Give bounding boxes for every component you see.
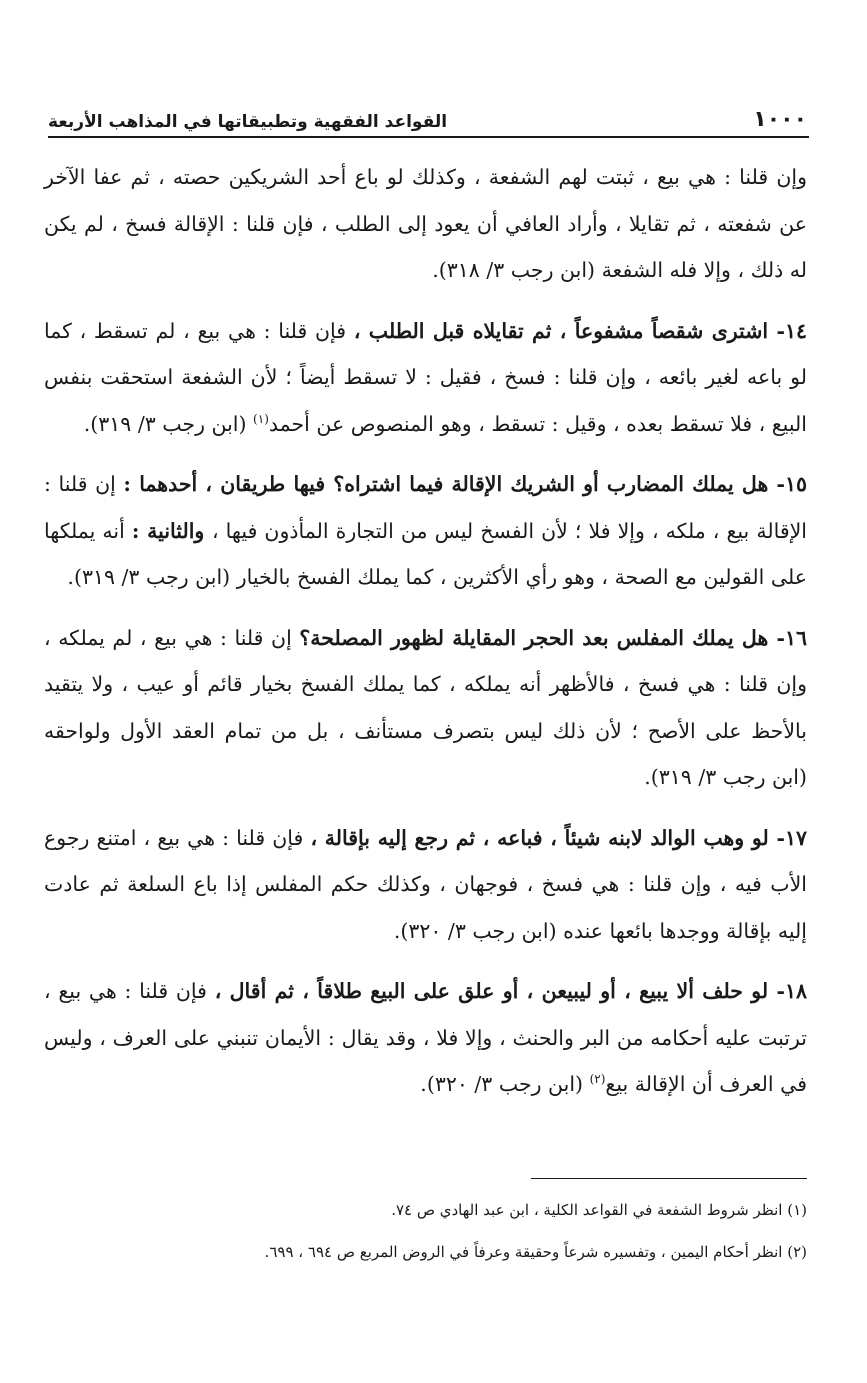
footnote <box>44 1192 807 1228</box>
running-head <box>48 100 807 132</box>
paragraph-text: فإن قلنا : هي بيع ، امتنع رجوع الأب فيه ، وإن قلنا : هي فسخ ، فوجهان ، وكذلك حكم المفلس إذا باع السلعة ثم عادت إليه بإقالة ووجدها بائعها عنده <box>44 825 807 943</box>
citation: (ابن رجب ٣/ ٣١٨). <box>432 258 596 282</box>
paragraph <box>44 308 807 448</box>
header-rule <box>48 136 809 138</box>
paragraph-heading: ١٦- هل يملك المفلس بعد الحجر المقايلة لظهور المصلحة؟ <box>299 625 807 650</box>
paragraph-heading: ١٤- اشترى شقصاً مشفوعاً ، ثم تقايلاه قبل الطلب ، <box>353 318 807 343</box>
paragraph-subheading: والثانية : <box>131 518 212 543</box>
citation: (ابن رجب ٣/ ٣١٩). <box>83 411 247 436</box>
paragraph-heading: ١٥- هل يملك المضارب أو الشريك الإقالة فيما اشتراه؟ فيها طريقان ، أحدهما : <box>123 472 807 496</box>
footnote-number: (٢) <box>787 1243 807 1261</box>
paragraph-heading: ١٨- لو حلف ألا يبيع ، أو ليبيعن ، أو علق على البيع طلاقاً ، ثم أقال ، <box>214 979 807 1003</box>
paragraph-text: إن قلنا : هي بيع ، لم يملكه ، وإن قلنا : هي فسخ ، فالأظهر أنه يملكه ، كما يملك الفسخ بخيار قائم أو عيب ، ولا يتقيد بالأحظ على الأصح ؛ لأن ذلك ليس بتصرف مستأنف ، بل من تمام العقد الأول ولواحقه <box>44 625 807 743</box>
citation: (ابن رجب ٣/ ٣١٩). <box>67 565 231 589</box>
footnote-marker: (٢) <box>589 1072 606 1087</box>
book-title: القواعد الفقهية وتطبيقاتها في المذاهب الأربعة <box>48 112 448 132</box>
citation: (ابن رجب ٣/ ٣١٩). <box>644 765 807 789</box>
footnote-separator <box>531 1178 807 1179</box>
paragraph-heading: ١٧- لو وهب الوالد لابنه شيئاً ، فباعه ، ثم رجع إليه بإقالة ، <box>310 825 808 850</box>
paragraph-text: فإن قلنا : هي بيع ، لم تسقط ، كما لو باعه لغير بائعه ، وإن قلنا : فسخ ، فقيل : لا تسقط أيضاً ؛ لأن الشفعة استحقت بنفس البيع ، فلا تسقط بعده ، وقيل : تسقط ، وهو المنصوص عن أحمد <box>44 318 807 436</box>
footnote-text: انظر أحكام اليمين ، وتفسيره شرعاً وحقيقة وعرفاً في الروض المربع ص ٦٩٤ ، ٦٩٩. <box>264 1243 783 1261</box>
footnote <box>44 1234 807 1270</box>
footnote-marker: (١) <box>253 411 269 426</box>
paragraph <box>44 815 807 955</box>
footnote-number: (١) <box>787 1201 807 1219</box>
citation: (ابن رجب ٣/ ٣٢٠). <box>393 918 557 943</box>
paragraph <box>44 461 807 601</box>
body-text <box>44 154 807 1122</box>
footnote-text: انظر شروط الشفعة في القواعد الكلية ، ابن عبد الهادي ص ٧٤. <box>391 1201 783 1219</box>
paragraph-text: إن قلنا : الإقالة بيع ، ملكه ، وإلا فلا ؛ لأن الفسخ ليس من التجارة المأذون فيها ، <box>44 472 808 543</box>
page-number: ١٠٠٠ <box>753 107 807 132</box>
paragraph <box>44 154 807 294</box>
paragraph <box>44 615 807 801</box>
footnotes <box>44 1192 807 1276</box>
paragraph-text: أنه يملكها على القولين مع الصحة ، وهو رأي الأكثرين ، كما يملك الفسخ بالخيار <box>44 518 807 589</box>
citation: (ابن رجب ٣/ ٣٢٠). <box>420 1072 584 1096</box>
paragraph <box>44 968 807 1108</box>
paragraph-text: وإن قلنا : هي بيع ، ثبتت لهم الشفعة ، وكذلك لو باع أحد الشريكين حصته ، ثم عفا الآخر عن شفعته ، ثم تقايلا ، وأراد العافي أن يعود إلى الطلب ، فإن قلنا : الإقالة فسخ ، لم يكن له ذلك ، وإلا فله الشفعة <box>44 165 807 282</box>
paragraph-text: فإن قلنا : هي بيع ، ترتبت عليه أحكامه من البر والحنث ، وإلا فلا ، وقد يقال : الأيمان تنبني على العرف ، وليس في العرف أن الإقالة بيع <box>44 979 807 1096</box>
